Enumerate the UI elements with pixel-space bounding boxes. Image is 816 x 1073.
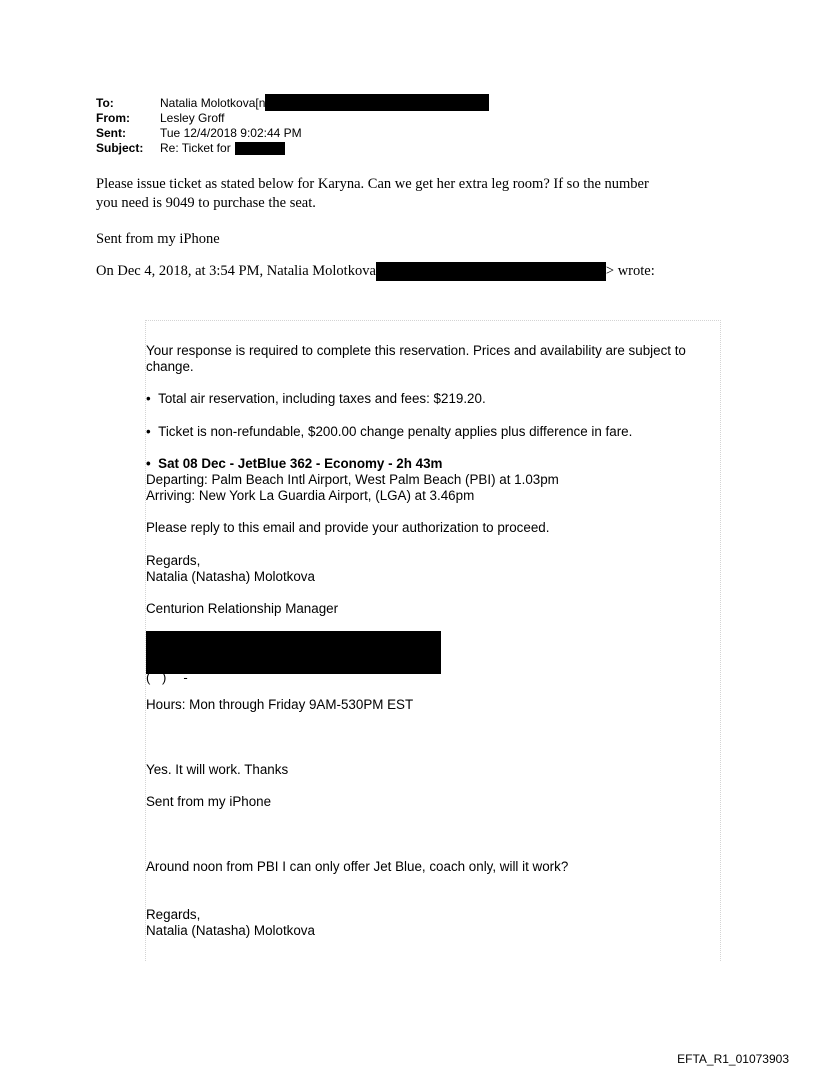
reply-request: Please reply to this email and provide your authorization to proceed. (146, 520, 550, 535)
bullet-item (146, 424, 632, 440)
redaction-box (376, 262, 606, 281)
regards: Regards, (146, 907, 201, 922)
reply-signature: Sent from my iPhone (96, 231, 220, 247)
redaction-box (235, 142, 285, 155)
to-value: Natalia Molotkova[n (160, 96, 266, 110)
email-header (96, 96, 489, 156)
sender-name: Natalia (Natasha) Molotkova (146, 569, 315, 584)
from-value: Lesley Groff (160, 111, 225, 125)
subject-label: Subject: (96, 141, 144, 155)
arriving-line: Arriving: New York La Guardia Airport, (LGA) at 3.46pm (146, 488, 475, 503)
document-id: EFTA_R1_01073903 (677, 1052, 789, 1066)
bullet-icon: • (146, 424, 159, 439)
offer-line: Around noon from PBI I can only offer Jet Blue, coach only, will it work? (146, 859, 569, 874)
earlier-reply: Yes. It will work. Thanks (146, 762, 289, 777)
attribution-prefix: On Dec 4, 2018, at 3:54 PM, Natalia Molotkova (96, 263, 376, 279)
reply-line: you need is 9049 to purchase the seat. (96, 195, 316, 211)
attribution-line (96, 262, 655, 281)
from-label: From: (96, 111, 130, 125)
bullet-text: Total air reservation, including taxes and fees: $219.20. (158, 391, 486, 406)
to-label: To: (96, 96, 114, 110)
reply-body (96, 175, 649, 213)
sent-row (96, 126, 489, 141)
redaction-box (146, 631, 441, 674)
hours-line: Hours: Mon through Friday 9AM-530PM EST (146, 697, 414, 712)
to-row (96, 96, 489, 111)
quoted-intro-line: Your response is required to complete this reservation. Prices and availability are subject to (146, 343, 686, 358)
obscured-phone: ( ) - (146, 670, 205, 685)
quoted-intro-line: change. (146, 359, 194, 374)
bullet-text: Ticket is non-refundable, $200.00 change penalty applies plus difference in fare. (158, 424, 633, 439)
sent-label: Sent: (96, 126, 126, 140)
bullet-icon: • (146, 391, 159, 406)
from-row (96, 111, 489, 126)
bullet-item (146, 391, 486, 407)
sender-name: Natalia (Natasha) Molotkova (146, 923, 315, 938)
bullet-item (146, 456, 442, 472)
subject-row (96, 141, 489, 156)
departing-line: Departing: Palm Beach Intl Airport, West Palm Beach (PBI) at 1.03pm (146, 472, 559, 487)
regards: Regards, (146, 553, 201, 568)
sender-role: Centurion Relationship Manager (146, 601, 339, 616)
sent-value: Tue 12/4/2018 9:02:44 PM (160, 126, 302, 140)
earlier-signature: Sent from my iPhone (146, 794, 272, 809)
attribution-suffix: > wrote: (605, 263, 655, 279)
redaction-box (265, 94, 489, 111)
flight-title: Sat 08 Dec - JetBlue 362 - Economy - 2h 43m (158, 456, 443, 471)
reply-line: Please issue ticket as stated below for Karyna. Can we get her extra leg room? If so the number (96, 176, 649, 192)
subject-value: Re: Ticket for (160, 141, 231, 155)
bullet-icon: • (146, 456, 159, 471)
